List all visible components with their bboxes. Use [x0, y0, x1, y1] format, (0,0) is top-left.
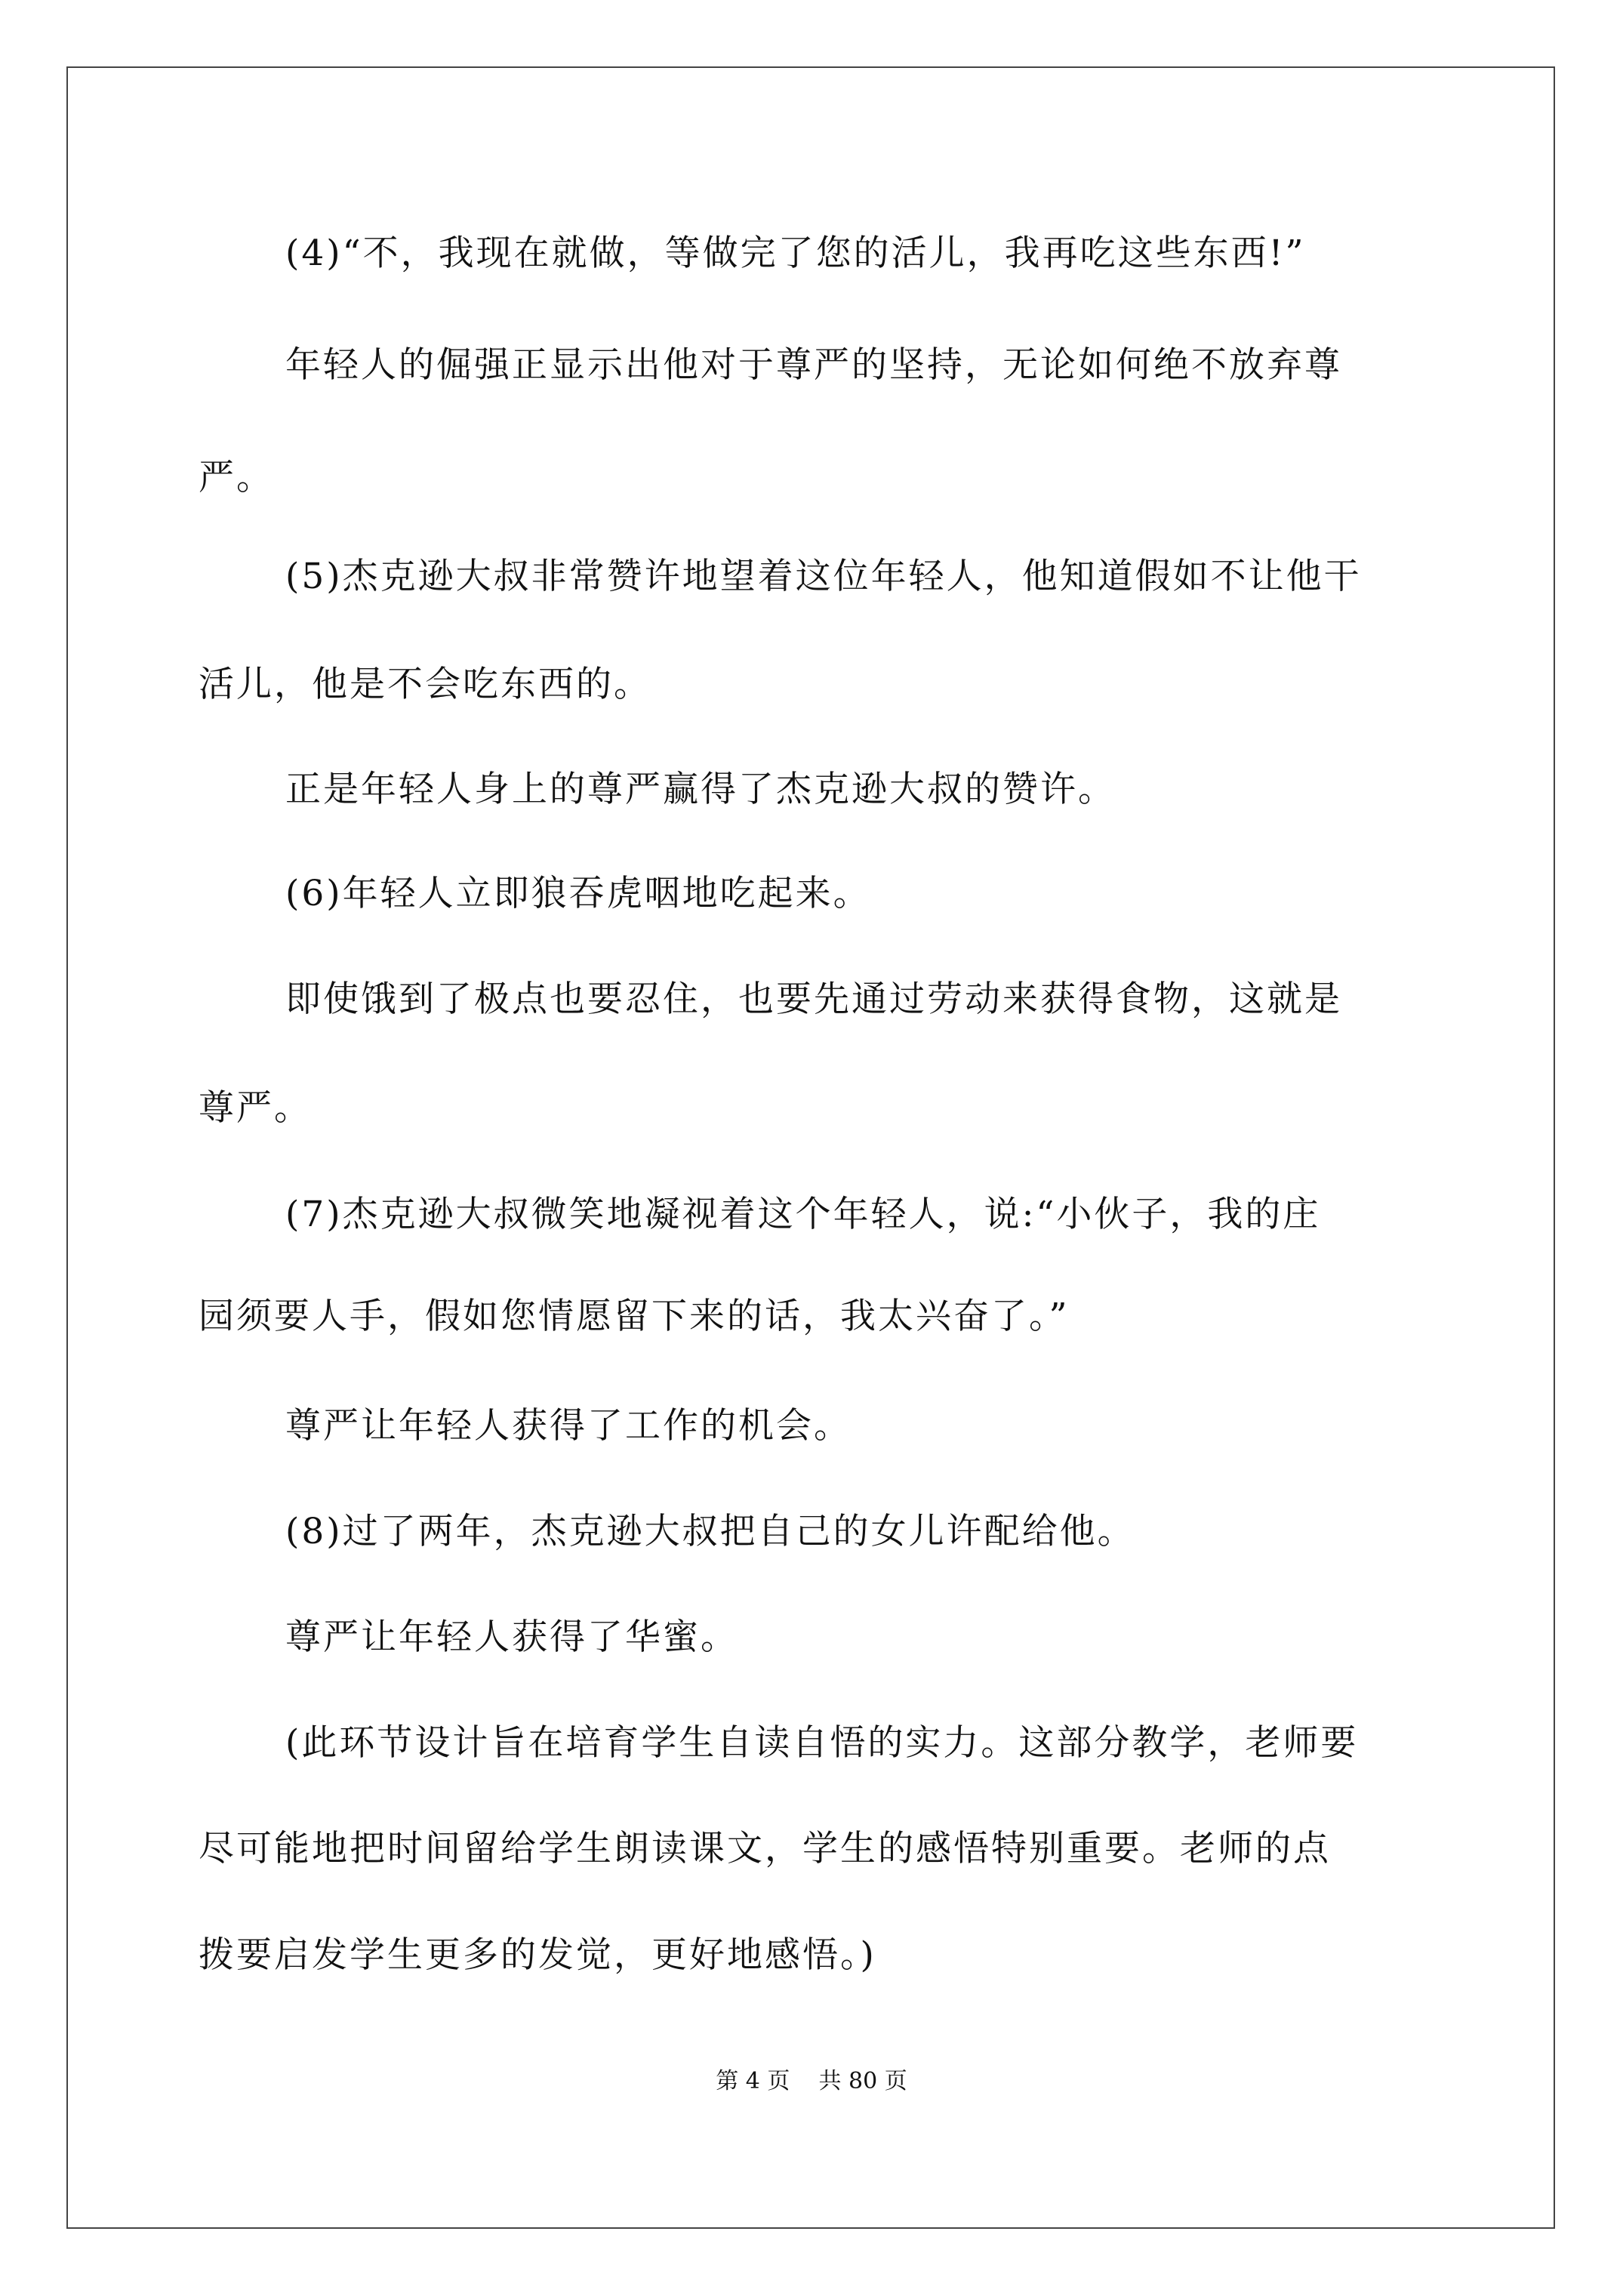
text-line: (此环节设计旨在培育学生自读自悟的实力。这部分教学，老师要	[285, 1722, 1359, 1764]
text-line: (5)杰克逊大叔非常赞许地望着这位年轻人，他知道假如不让他干	[285, 556, 1362, 597]
text-line: (4)“不，我现在就做，等做完了您的活儿，我再吃这些东西!”	[285, 233, 1306, 274]
page-number-footer: 第 4 页 共 80 页	[716, 2068, 907, 2094]
text-line: 尊严让年轻人获得了工作的机会。	[285, 1405, 852, 1447]
page-border	[66, 66, 1555, 2229]
text-line: (8)过了两年，杰克逊大叔把自己的女儿许配给他。	[285, 1511, 1135, 1552]
text-line: 尽可能地把时间留给学生朗读课文，学生的感悟特别重要。老师的点	[199, 1828, 1331, 1869]
text-line: 尊严让年轻人获得了华蜜。	[285, 1616, 738, 1658]
text-line: 严。	[199, 457, 274, 498]
text-line: 正是年轻人身上的尊严赢得了杰克逊大叔的赞许。	[285, 769, 1116, 810]
text-line: 活儿，他是不会吃东西的。	[199, 664, 651, 705]
text-line: 园须要人手，假如您情愿留下来的话，我太兴奋了。”	[199, 1296, 1070, 1337]
text-line: 即使饿到了极点也要忍住，也要先通过劳动来获得食物，这就是	[285, 978, 1342, 1020]
text-line: (7)杰克逊大叔微笑地凝视着这个年轻人，说:“小伙子，我的庄	[285, 1194, 1321, 1235]
text-line: 年轻人的倔强正显示出他对于尊严的坚持，无论如何绝不放弃尊	[285, 344, 1342, 386]
text-line: 拨要启发学生更多的发觉，更好地感悟。)	[199, 1934, 876, 1976]
text-line: (6)年轻人立即狼吞虎咽地吃起来。	[285, 873, 871, 914]
text-line: 尊严。	[199, 1087, 312, 1129]
